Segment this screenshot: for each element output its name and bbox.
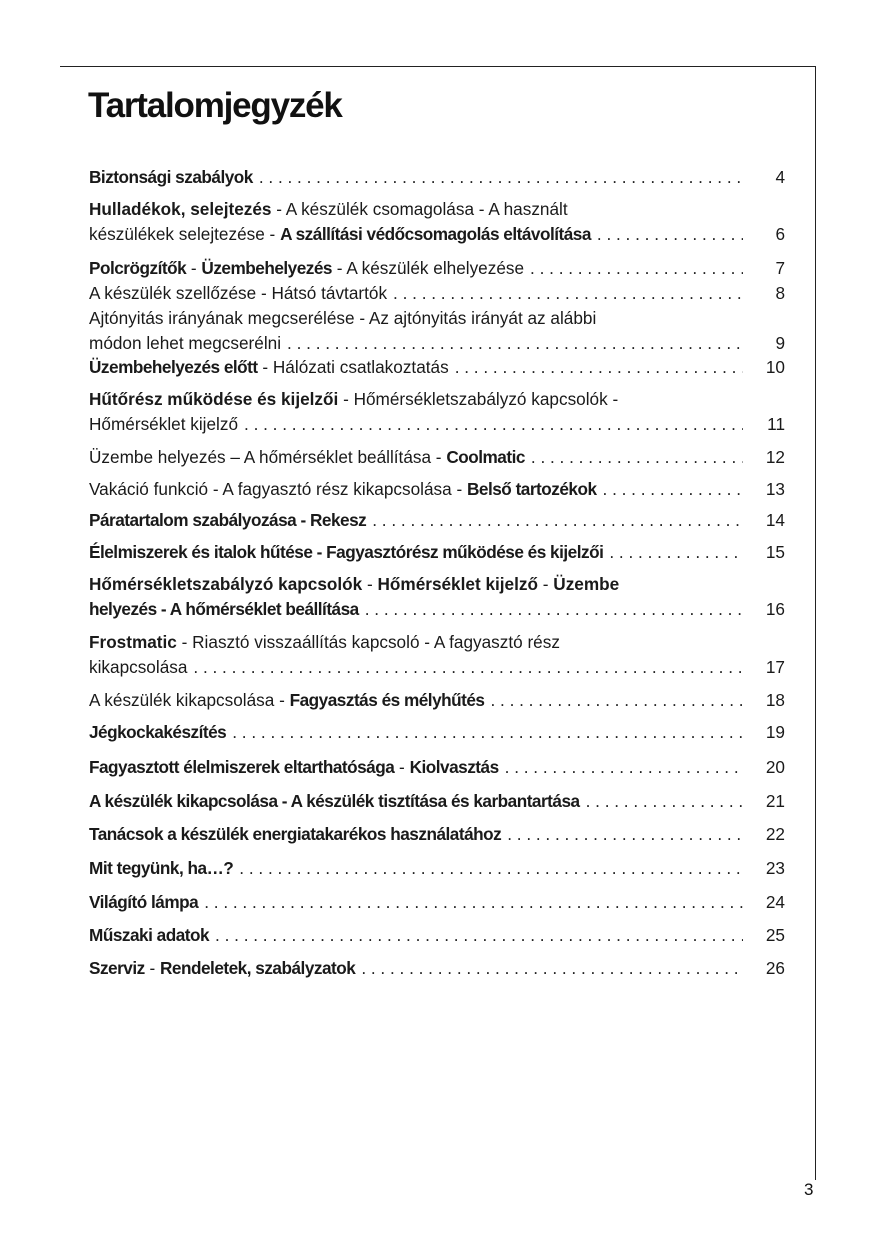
- entry-label: [89, 165, 253, 190]
- toc-entry[interactable]: [89, 789, 785, 814]
- toc-entry[interactable]: [89, 630, 785, 680]
- entry-line-2: [89, 655, 785, 680]
- toc-entry[interactable]: [89, 890, 785, 915]
- entry-text: -: [144, 958, 161, 978]
- entry-text-bold: Rendeletek, szabályzatok: [160, 958, 356, 978]
- entry-text-bold: Mit tegyünk, ha…?: [89, 858, 234, 878]
- entry-text-bold: Üzembe: [553, 574, 620, 594]
- entry-label: [89, 256, 524, 281]
- dot-leader: [239, 856, 743, 881]
- entry-text-bold: Belső tartozékok: [466, 479, 597, 499]
- toc-entry[interactable]: [89, 281, 785, 306]
- entry-label: [89, 923, 209, 948]
- entry-text: -: [394, 757, 410, 777]
- toc-entry[interactable]: [89, 923, 785, 948]
- entry-text-bold: Hulladékok, selejtezés: [89, 199, 272, 219]
- entry-text-bold: Tanácsok a készülék energiatakarékos használatához: [89, 824, 502, 844]
- entry-line-2: [89, 597, 785, 622]
- toc-page-number: 25: [765, 925, 785, 945]
- entry-text-bold: Műszaki adatok: [89, 925, 210, 945]
- entry-text: -: [186, 258, 202, 278]
- toc-page-number: 15: [765, 542, 785, 562]
- toc-page-number: 14: [765, 510, 785, 530]
- entry-text: - Hőmérsékletszabályzó kapcsolók -: [338, 389, 619, 409]
- entry-text-bold: Fagyasztás és mélyhűtés: [289, 690, 485, 710]
- dot-leader: [361, 956, 743, 981]
- toc-page-number: 12: [765, 447, 785, 467]
- entry-label: [89, 890, 198, 915]
- entry-line-1: [89, 387, 739, 412]
- entry-text: - A készülék elhelyezése: [332, 258, 525, 278]
- entry-text: - Hálózati csatlakoztatás: [257, 357, 449, 377]
- entry-label: [89, 856, 233, 881]
- toc-entry[interactable]: [89, 165, 785, 190]
- toc-entry[interactable]: [89, 822, 785, 847]
- toc-entry[interactable]: [89, 197, 785, 247]
- toc-entry[interactable]: [89, 956, 785, 981]
- toc-page-number: 18: [765, 690, 785, 710]
- toc-entry[interactable]: [89, 387, 785, 437]
- entry-label: [89, 477, 597, 502]
- entry-text-bold: Fagyasztott élelmiszerek eltarthatósága: [89, 757, 395, 777]
- dot-leader: [507, 822, 743, 847]
- entry-text-bold: A szállítási védőcsomagolás eltávolítása: [280, 224, 591, 244]
- dot-leader: [490, 688, 743, 713]
- toc-entry[interactable]: [89, 856, 785, 881]
- toc-entry[interactable]: [89, 755, 785, 780]
- toc-page-number: 17: [765, 657, 785, 677]
- dot-leader: [259, 165, 743, 190]
- dot-leader: [530, 256, 743, 281]
- toc-page-number: 20: [765, 757, 785, 777]
- entry-line-1: [89, 630, 739, 655]
- entry-text-bold: Élelmiszerek és italok hűtése - Fagyasztórész működése és kijelzői: [89, 542, 604, 562]
- entry-text-bold: A készülék kikapcsolása - A készülék tisztítása és karbantartása: [89, 791, 580, 811]
- entry-text-bold: Jégkockakészítés: [89, 722, 227, 742]
- entry-text: Vakáció funkció - A fagyasztó rész kikapcsolása -: [89, 479, 467, 499]
- entry-line-2: [89, 412, 785, 437]
- dot-leader: [603, 477, 743, 502]
- entry-text-bold: Coolmatic: [446, 447, 525, 467]
- entry-label: [89, 445, 525, 470]
- toc-entry[interactable]: [89, 540, 785, 565]
- toc-entry[interactable]: [89, 720, 785, 745]
- toc-entry[interactable]: [89, 306, 785, 356]
- toc-page-number: 22: [765, 824, 785, 844]
- page-number: 3: [804, 1180, 814, 1199]
- entry-label: [89, 281, 387, 306]
- entry-text-bold: Polcrögzítők: [89, 258, 187, 278]
- toc-page-number: 4: [775, 167, 785, 187]
- toc-page-number: 10: [765, 357, 785, 377]
- entry-text-bold: Páratartalom szabályozása - Rekesz: [89, 510, 367, 530]
- dot-leader: [586, 789, 743, 814]
- entry-label: [89, 720, 226, 745]
- entry-label: [89, 688, 484, 713]
- toc-entry[interactable]: [89, 445, 785, 470]
- entry-label: [89, 822, 501, 847]
- frame-top-rule: [60, 66, 816, 67]
- entry-label: [89, 789, 580, 814]
- entry-text: A készülék kikapcsolása -: [89, 690, 290, 710]
- entry-text-bold: Kiolvasztás: [409, 757, 499, 777]
- toc-page-number: 16: [765, 599, 785, 619]
- entry-text-bold: Világító lámpa: [89, 892, 199, 912]
- entry-text-bold: Hűtőrész működése és kijelzői: [89, 389, 339, 409]
- dot-leader: [609, 540, 743, 565]
- entry-text: módon lehet megcserélni: [89, 333, 282, 353]
- entry-text-bold: Üzembehelyezés előtt: [89, 357, 258, 377]
- dot-leader: [244, 412, 743, 437]
- dot-leader: [393, 281, 743, 306]
- entry-text-bold: Szerviz: [89, 958, 145, 978]
- toc-entry[interactable]: [89, 477, 785, 502]
- toc-page-number: 6: [775, 224, 785, 244]
- dot-leader: [232, 720, 743, 745]
- page-title: Tartalomjegyzék: [88, 86, 342, 125]
- entry-text-bold: Biztonsági szabályok: [89, 167, 253, 187]
- entry-label: [89, 355, 449, 380]
- entry-line-1: [89, 572, 739, 597]
- entry-text-bold: Üzembehelyezés: [201, 258, 332, 278]
- entry-text: készülékek selejtezése -: [89, 224, 281, 244]
- entry-line-1: [89, 197, 739, 222]
- dot-leader: [365, 597, 743, 622]
- entry-line-2: [89, 331, 785, 356]
- dot-leader: [204, 890, 743, 915]
- toc-page-number: 19: [765, 722, 785, 742]
- toc-page-number: 11: [767, 414, 785, 434]
- dot-leader: [531, 445, 743, 470]
- entry-label: [89, 540, 603, 565]
- dot-leader: [372, 508, 743, 533]
- entry-text: Ajtónyitás irányának megcserélése - Az ajtónyitás irányát az alábbi: [89, 308, 597, 328]
- toc-page-number: 23: [765, 858, 785, 878]
- toc-entry[interactable]: [89, 572, 785, 622]
- entry-label: [89, 508, 366, 533]
- dot-leader: [215, 923, 743, 948]
- dot-leader: [505, 755, 743, 780]
- entry-text: -: [362, 574, 378, 594]
- toc-page-number: 9: [775, 333, 785, 353]
- entry-text-bold: helyezés - A hőmérséklet beállítása: [89, 599, 359, 619]
- entry-text: Hőmérséklet kijelző: [89, 414, 239, 434]
- toc-page-number: 24: [765, 892, 785, 912]
- toc-page-number: 8: [775, 283, 785, 303]
- toc-page-number: 26: [765, 958, 785, 978]
- entry-line-2: [89, 222, 785, 247]
- entry-text-bold: Frostmatic: [89, 632, 177, 652]
- entry-text-bold: Hőmérséklet kijelző: [377, 574, 538, 594]
- entry-text-bold: Hőmérsékletszabályzó kapcsolók: [89, 574, 363, 594]
- toc-page-number: 7: [775, 258, 785, 278]
- entry-text: Üzembe helyezés – A hőmérséklet beállítása -: [89, 447, 447, 467]
- toc-entry[interactable]: [89, 688, 785, 713]
- toc-page-number: 13: [765, 479, 785, 499]
- toc-entry[interactable]: [89, 508, 785, 533]
- toc-entry[interactable]: [89, 256, 785, 281]
- entry-text: kikapcsolása: [89, 657, 188, 677]
- entry-text: A készülék szellőzése - Hátsó távtartók: [89, 283, 388, 303]
- toc-page-number: 21: [765, 791, 785, 811]
- entry-line-1: [89, 306, 739, 331]
- entry-text: - A készülék csomagolása - A használt: [271, 199, 568, 219]
- dot-leader: [455, 355, 743, 380]
- entry-label: [89, 956, 355, 981]
- dot-leader: [193, 655, 743, 680]
- entry-label: [89, 755, 499, 780]
- entry-text: -: [538, 574, 554, 594]
- dot-leader: [287, 331, 743, 356]
- dot-leader: [597, 222, 743, 247]
- entry-text: - Riasztó visszaállítás kapcsoló - A fagyasztó rész: [176, 632, 560, 652]
- frame-right-rule: [815, 66, 816, 1180]
- toc-entry[interactable]: [89, 355, 785, 380]
